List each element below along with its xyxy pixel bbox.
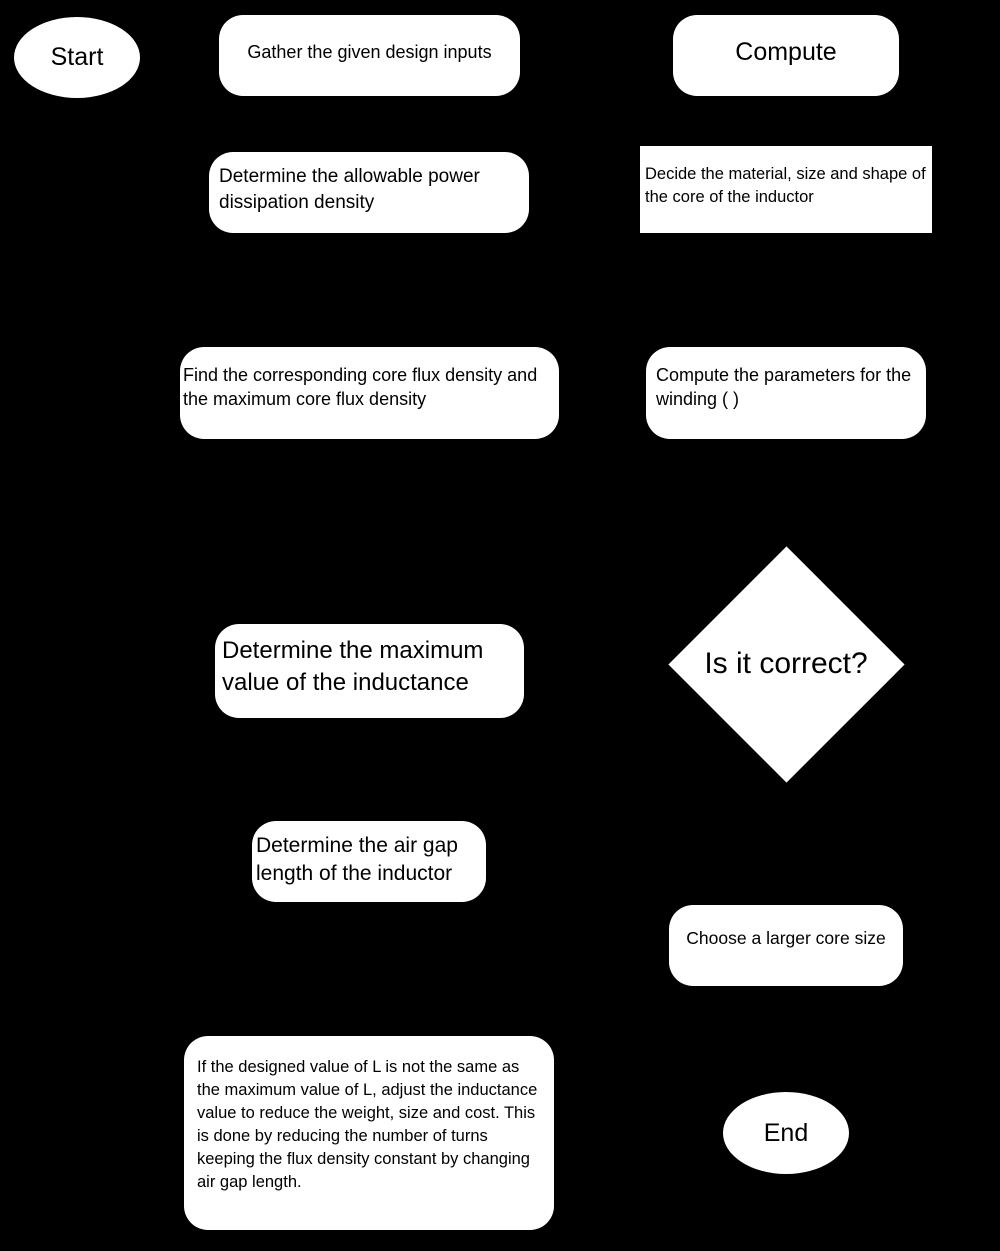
air-gap-label: Determine the air gap length of the inductor [256, 833, 458, 885]
max-inductance-label: Determine the maximum value of the inductance [222, 637, 484, 696]
winding-params-node [646, 347, 926, 439]
flux-density-node [180, 347, 559, 439]
end-label: End [763, 1118, 809, 1147]
end-node [723, 1092, 849, 1174]
decision-label: Is it correct? [704, 647, 868, 680]
adjust-inductance-node [184, 1036, 554, 1230]
power-density-label: Determine the allowable power dissipation density [219, 165, 480, 213]
compute-node [673, 15, 899, 96]
core-decision-node [640, 146, 932, 233]
start-node [14, 17, 140, 98]
gather-inputs-label: Gather the given design inputs [247, 42, 492, 62]
air-gap-node [252, 821, 486, 902]
larger-core-node [669, 905, 903, 986]
power-density-node [209, 152, 529, 233]
larger-core-label: Choose a larger core size [686, 928, 886, 948]
flux-density-label: Find the corresponding core flux density and the maximum core flux density [183, 365, 538, 409]
decision-node [668, 546, 904, 782]
adjust-inductance-label: If the designed value of L is not the same as the maximum value of L, adjust the inductance value to reduce the weight, size and cost. This is done by reducing the number of turns keeping the flux density constant by changing air gap length. [197, 1058, 538, 1191]
winding-params-label: Compute the parameters for the winding ( ) [656, 365, 912, 409]
max-inductance-node [215, 624, 524, 718]
gather-inputs-node [219, 15, 520, 96]
start-label: Start [50, 43, 104, 71]
compute-label: Compute [735, 38, 837, 66]
core-decision-label: Decide the material, size and shape of the core of the inductor [645, 164, 926, 206]
